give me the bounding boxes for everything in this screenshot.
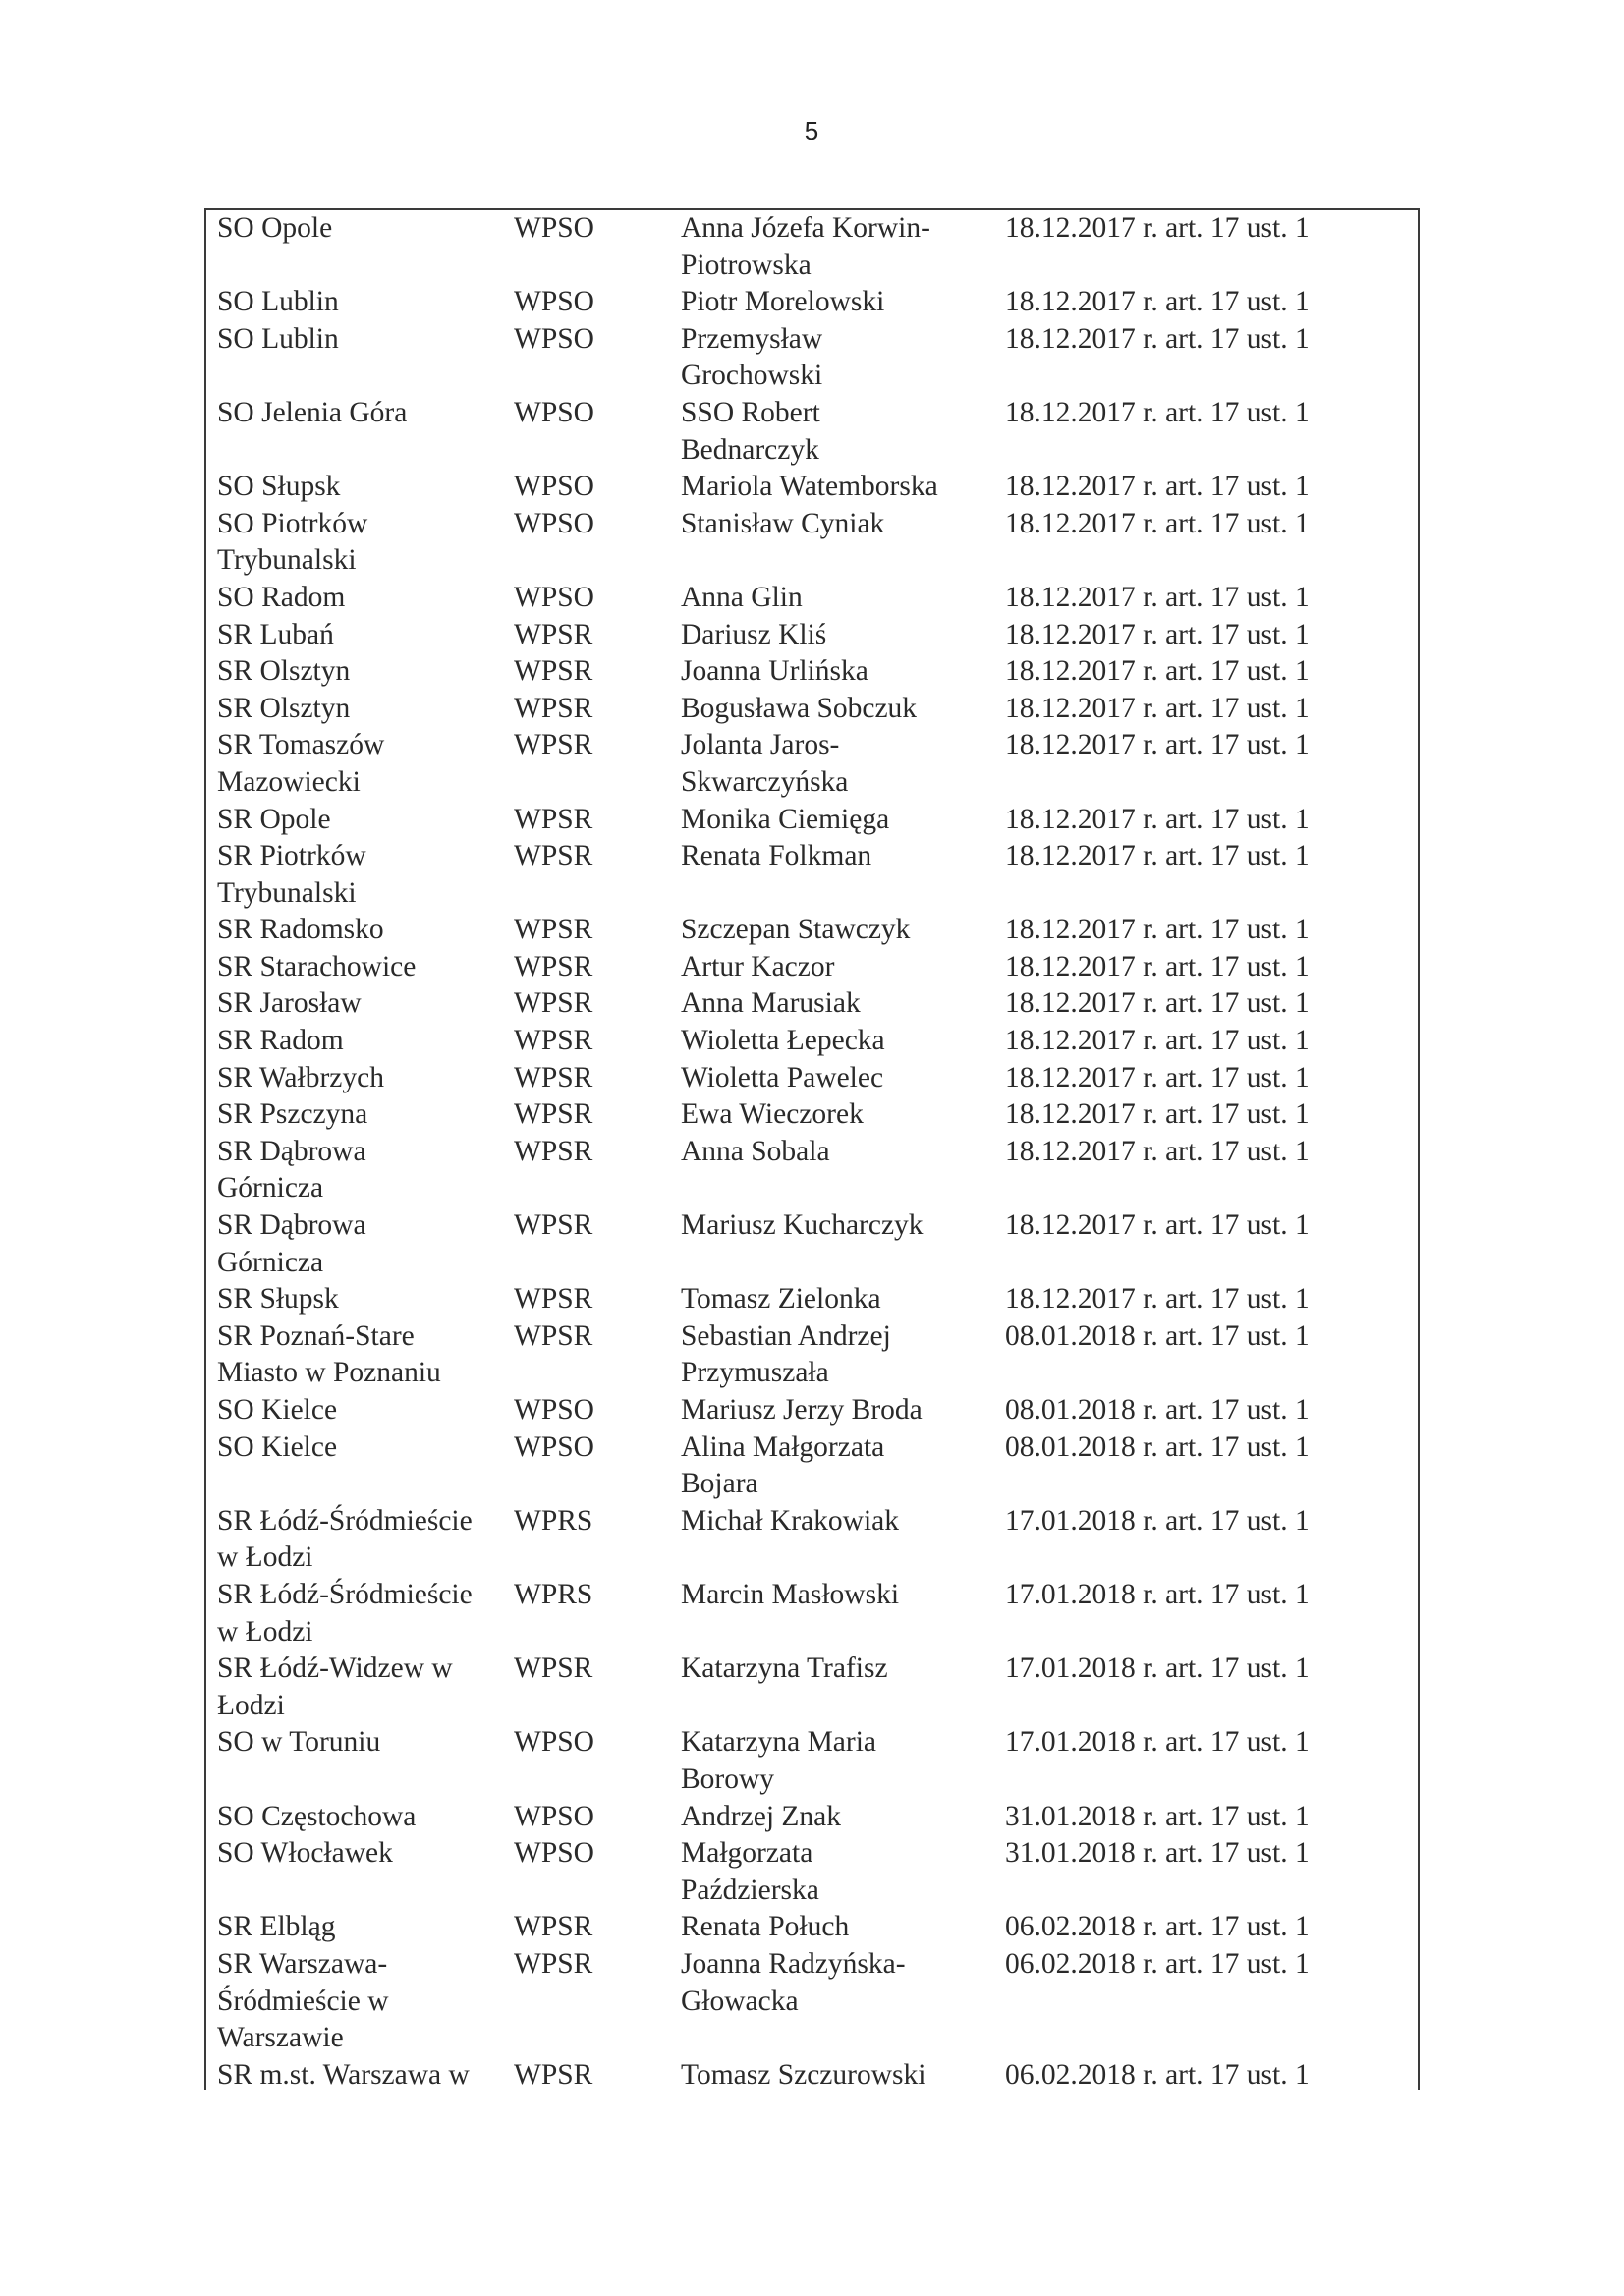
court-cell: SR Łódź-Śródmieście w Łodzi xyxy=(217,1578,473,1648)
date-basis-cell: 18.12.2017 r. art. 17 ust. 1 xyxy=(1005,581,1310,613)
unit-cell: WPSR xyxy=(514,1061,593,1093)
court-cell: SO Lublin xyxy=(217,322,339,355)
date-basis-cell: 18.12.2017 r. art. 17 ust. 1 xyxy=(1005,803,1310,835)
unit-cell: WPSO xyxy=(514,1430,594,1463)
table-row xyxy=(204,1651,1420,1724)
date-basis-cell: 17.01.2018 r. art. 17 ust. 1 xyxy=(1005,1652,1310,1685)
table-row xyxy=(204,1799,1420,1836)
judge-name-cell: Mariusz Kucharczyk xyxy=(681,1209,924,1242)
court-cell: SO Słupsk xyxy=(217,471,341,503)
date-basis-cell: 18.12.2017 r. art. 17 ust. 1 xyxy=(1005,840,1310,872)
date-basis-cell: 18.12.2017 r. art. 17 ust. 1 xyxy=(1005,1209,1310,1242)
table-row xyxy=(204,1503,1420,1577)
unit-cell: WPSO xyxy=(514,471,594,503)
table-row xyxy=(204,802,1420,839)
date-basis-cell: 18.12.2017 r. art. 17 ust. 1 xyxy=(1005,950,1310,982)
court-cell: SO Kielce xyxy=(217,1394,338,1426)
judge-name-cell: Małgorzata Paździerska xyxy=(681,1837,819,1906)
table-row xyxy=(204,1909,1420,1946)
date-basis-cell: 18.12.2017 r. art. 17 ust. 1 xyxy=(1005,396,1310,428)
table-row xyxy=(204,1835,1420,1909)
judge-name-cell: Jolanta Jaros- Skwarczyńska xyxy=(681,729,849,798)
court-cell: SR Łódź-Widzew w Łodzi xyxy=(217,1652,453,1721)
table-row xyxy=(204,617,1420,654)
unit-cell: WPSR xyxy=(514,2058,593,2091)
unit-cell: WPSR xyxy=(514,1911,593,1943)
date-basis-cell: 06.02.2018 r. art. 17 ust. 1 xyxy=(1005,1947,1310,1980)
unit-cell: WPSR xyxy=(514,1135,593,1167)
court-cell: SR Wałbrzych xyxy=(217,1061,384,1093)
court-cell: SR Dąbrowa Górnicza xyxy=(217,1209,366,1278)
unit-cell: WPSR xyxy=(514,618,593,650)
unit-cell: WPSR xyxy=(514,1209,593,1242)
table-row xyxy=(204,1207,1420,1281)
table-row xyxy=(204,2057,1420,2095)
court-cell: SR Łódź-Śródmieście w Łodzi xyxy=(217,1504,473,1574)
unit-cell: WPSO xyxy=(514,581,594,613)
judge-name-cell: Bogusława Sobczuk xyxy=(681,692,918,724)
date-basis-cell: 18.12.2017 r. art. 17 ust. 1 xyxy=(1005,507,1310,539)
judge-name-cell: Wioletta Pawelec xyxy=(681,1061,884,1093)
unit-cell: WPSR xyxy=(514,914,593,946)
unit-cell: WPSO xyxy=(514,1800,594,1832)
judge-name-cell: Szczepan Stawczyk xyxy=(681,914,911,946)
court-cell: SO w Toruniu xyxy=(217,1726,381,1759)
date-basis-cell: 06.02.2018 r. art. 17 ust. 1 xyxy=(1005,2058,1310,2091)
court-cell: SR m.st. Warszawa w xyxy=(217,2058,470,2091)
table-row xyxy=(204,210,1420,284)
page-number: 5 xyxy=(804,116,819,145)
judge-name-cell: Ewa Wieczorek xyxy=(681,1098,864,1131)
unit-cell: WPSR xyxy=(514,1652,593,1685)
table-row xyxy=(204,912,1420,949)
judge-name-cell: Mariusz Jerzy Broda xyxy=(681,1394,923,1426)
court-cell: SO Piotrków Trybunalski xyxy=(217,507,368,577)
court-cell: SR Radom xyxy=(217,1025,344,1057)
table-row xyxy=(204,653,1420,691)
judge-name-cell: Piotr Morelowski xyxy=(681,286,885,318)
table-row xyxy=(204,1724,1420,1798)
unit-cell: WPSR xyxy=(514,1947,593,1980)
judge-name-cell: Przemysław Grochowski xyxy=(681,322,823,392)
date-basis-cell: 18.12.2017 r. art. 17 ust. 1 xyxy=(1005,1061,1310,1093)
table-row xyxy=(204,1134,1420,1207)
judge-name-cell: Anna Sobala xyxy=(681,1135,830,1167)
date-basis-cell: 18.12.2017 r. art. 17 ust. 1 xyxy=(1005,286,1310,318)
court-cell: SR Jarosław xyxy=(217,987,362,1020)
judge-name-cell: Katarzyna Trafisz xyxy=(681,1652,888,1685)
table-row xyxy=(204,321,1420,395)
table-row xyxy=(204,1946,1420,2057)
table-row xyxy=(204,580,1420,617)
table-row xyxy=(204,1096,1420,1134)
judge-name-cell: Renata Folkman xyxy=(681,840,872,872)
judge-name-cell: Anna Józefa Korwin- Piotrowska xyxy=(681,212,930,281)
date-basis-cell: 08.01.2018 r. art. 17 ust. 1 xyxy=(1005,1319,1310,1352)
table-row xyxy=(204,949,1420,986)
court-cell: SO Kielce xyxy=(217,1430,338,1463)
date-basis-cell: 17.01.2018 r. art. 17 ust. 1 xyxy=(1005,1504,1310,1537)
date-basis-cell: 31.01.2018 r. art. 17 ust. 1 xyxy=(1005,1837,1310,1870)
judge-name-cell: Stanisław Cyniak xyxy=(681,507,885,539)
date-basis-cell: 06.02.2018 r. art. 17 ust. 1 xyxy=(1005,1911,1310,1943)
unit-cell: WPRS xyxy=(514,1504,593,1537)
judge-name-cell: Mariola Watemborska xyxy=(681,471,938,503)
date-basis-cell: 18.12.2017 r. art. 17 ust. 1 xyxy=(1005,1025,1310,1057)
unit-cell: WPSR xyxy=(514,803,593,835)
unit-cell: WPSR xyxy=(514,1319,593,1352)
court-cell: SO Radom xyxy=(217,581,346,613)
judge-name-cell: Anna Glin xyxy=(681,581,803,613)
judge-name-cell: Joanna Radzyńska- Głowacka xyxy=(681,1947,906,2017)
table-row xyxy=(204,1060,1420,1097)
date-basis-cell: 18.12.2017 r. art. 17 ust. 1 xyxy=(1005,729,1310,761)
judge-name-cell: Artur Kaczor xyxy=(681,950,835,982)
court-cell: SO Częstochowa xyxy=(217,1800,417,1832)
table-row xyxy=(204,691,1420,728)
court-cell: SR Tomaszów Mazowiecki xyxy=(217,729,385,798)
unit-cell: WPSO xyxy=(514,286,594,318)
table-row xyxy=(204,1392,1420,1429)
date-basis-cell: 18.12.2017 r. art. 17 ust. 1 xyxy=(1005,1135,1310,1167)
judge-name-cell: SSO Robert Bednarczyk xyxy=(681,396,820,466)
unit-cell: WPSO xyxy=(514,507,594,539)
table-row xyxy=(204,395,1420,469)
judge-name-cell: Joanna Urlińska xyxy=(681,655,868,688)
date-basis-cell: 18.12.2017 r. art. 17 ust. 1 xyxy=(1005,618,1310,650)
unit-cell: WPSR xyxy=(514,840,593,872)
court-cell: SR Starachowice xyxy=(217,950,417,982)
judge-name-cell: Tomasz Szczurowski xyxy=(681,2058,926,2091)
table-row xyxy=(204,1318,1420,1392)
date-basis-cell: 17.01.2018 r. art. 17 ust. 1 xyxy=(1005,1726,1310,1759)
unit-cell: WPRS xyxy=(514,1578,593,1610)
judge-name-cell: Wioletta Łepecka xyxy=(681,1025,885,1057)
date-basis-cell: 18.12.2017 r. art. 17 ust. 1 xyxy=(1005,1283,1310,1316)
date-basis-cell: 08.01.2018 r. art. 17 ust. 1 xyxy=(1005,1430,1310,1463)
court-cell: SR Olsztyn xyxy=(217,655,351,688)
court-cell: SR Elbląg xyxy=(217,1911,336,1943)
table-row xyxy=(204,506,1420,580)
unit-cell: WPSO xyxy=(514,1726,594,1759)
unit-cell: WPSO xyxy=(514,396,594,428)
table-row xyxy=(204,1281,1420,1318)
date-basis-cell: 17.01.2018 r. art. 17 ust. 1 xyxy=(1005,1578,1310,1610)
judge-name-cell: Anna Marusiak xyxy=(681,987,861,1020)
date-basis-cell: 08.01.2018 r. art. 17 ust. 1 xyxy=(1005,1394,1310,1426)
unit-cell: WPSO xyxy=(514,1837,594,1870)
date-basis-cell: 18.12.2017 r. art. 17 ust. 1 xyxy=(1005,1098,1310,1131)
judge-name-cell: Sebastian Andrzej Przymuszała xyxy=(681,1319,891,1389)
date-basis-cell: 18.12.2017 r. art. 17 ust. 1 xyxy=(1005,471,1310,503)
unit-cell: WPSO xyxy=(514,212,594,244)
date-basis-cell: 18.12.2017 r. art. 17 ust. 1 xyxy=(1005,322,1310,355)
table-row xyxy=(204,1429,1420,1503)
date-basis-cell: 18.12.2017 r. art. 17 ust. 1 xyxy=(1005,914,1310,946)
court-cell: SR Radomsko xyxy=(217,914,384,946)
date-basis-cell: 18.12.2017 r. art. 17 ust. 1 xyxy=(1005,655,1310,688)
court-cell: SR Poznań-Stare Miasto w Poznaniu xyxy=(217,1319,441,1389)
table-row xyxy=(204,1023,1420,1060)
judge-name-cell: Renata Połuch xyxy=(681,1911,850,1943)
unit-cell: WPSR xyxy=(514,950,593,982)
court-cell: SR Opole xyxy=(217,803,331,835)
unit-cell: WPSR xyxy=(514,1283,593,1316)
court-cell: SR Olsztyn xyxy=(217,692,351,724)
court-cell: SR Pszczyna xyxy=(217,1098,368,1131)
table-row xyxy=(204,1577,1420,1651)
date-basis-cell: 18.12.2017 r. art. 17 ust. 1 xyxy=(1005,692,1310,724)
judge-name-cell: Katarzyna Maria Borowy xyxy=(681,1726,877,1795)
date-basis-cell: 31.01.2018 r. art. 17 ust. 1 xyxy=(1005,1800,1310,1832)
unit-cell: WPSR xyxy=(514,1025,593,1057)
unit-cell: WPSO xyxy=(514,322,594,355)
court-cell: SO Jelenia Góra xyxy=(217,396,408,428)
unit-cell: WPSO xyxy=(514,1394,594,1426)
judge-name-cell: Monika Ciemięga xyxy=(681,803,890,835)
unit-cell: WPSR xyxy=(514,729,593,761)
court-cell: SO Lublin xyxy=(217,286,339,318)
judge-name-cell: Michał Krakowiak xyxy=(681,1504,899,1537)
table-row xyxy=(204,985,1420,1023)
table-row xyxy=(204,838,1420,912)
court-cell: SR Dąbrowa Górnicza xyxy=(217,1135,366,1204)
judge-name-cell: Alina Małgorzata Bojara xyxy=(681,1430,885,1500)
table-row xyxy=(204,469,1420,506)
judge-name-cell: Andrzej Znak xyxy=(681,1800,841,1832)
appointments-table xyxy=(204,210,1420,2094)
judge-name-cell: Marcin Masłowski xyxy=(681,1578,900,1610)
court-cell: SO Opole xyxy=(217,212,333,244)
court-cell: SR Słupsk xyxy=(217,1283,339,1316)
court-cell: SR Lubań xyxy=(217,618,334,650)
unit-cell: WPSR xyxy=(514,655,593,688)
court-cell: SR Piotrków Trybunalski xyxy=(217,840,366,909)
judge-name-cell: Dariusz Kliś xyxy=(681,618,827,650)
unit-cell: WPSR xyxy=(514,987,593,1020)
table-row xyxy=(204,727,1420,801)
table-row xyxy=(204,284,1420,321)
court-cell: SR Warszawa- Śródmieście w Warszawie xyxy=(217,1947,389,2054)
unit-cell: WPSR xyxy=(514,692,593,724)
date-basis-cell: 18.12.2017 r. art. 17 ust. 1 xyxy=(1005,987,1310,1020)
unit-cell: WPSR xyxy=(514,1098,593,1131)
court-cell: SO Włocławek xyxy=(217,1837,393,1870)
judge-name-cell: Tomasz Zielonka xyxy=(681,1283,881,1316)
date-basis-cell: 18.12.2017 r. art. 17 ust. 1 xyxy=(1005,212,1310,244)
